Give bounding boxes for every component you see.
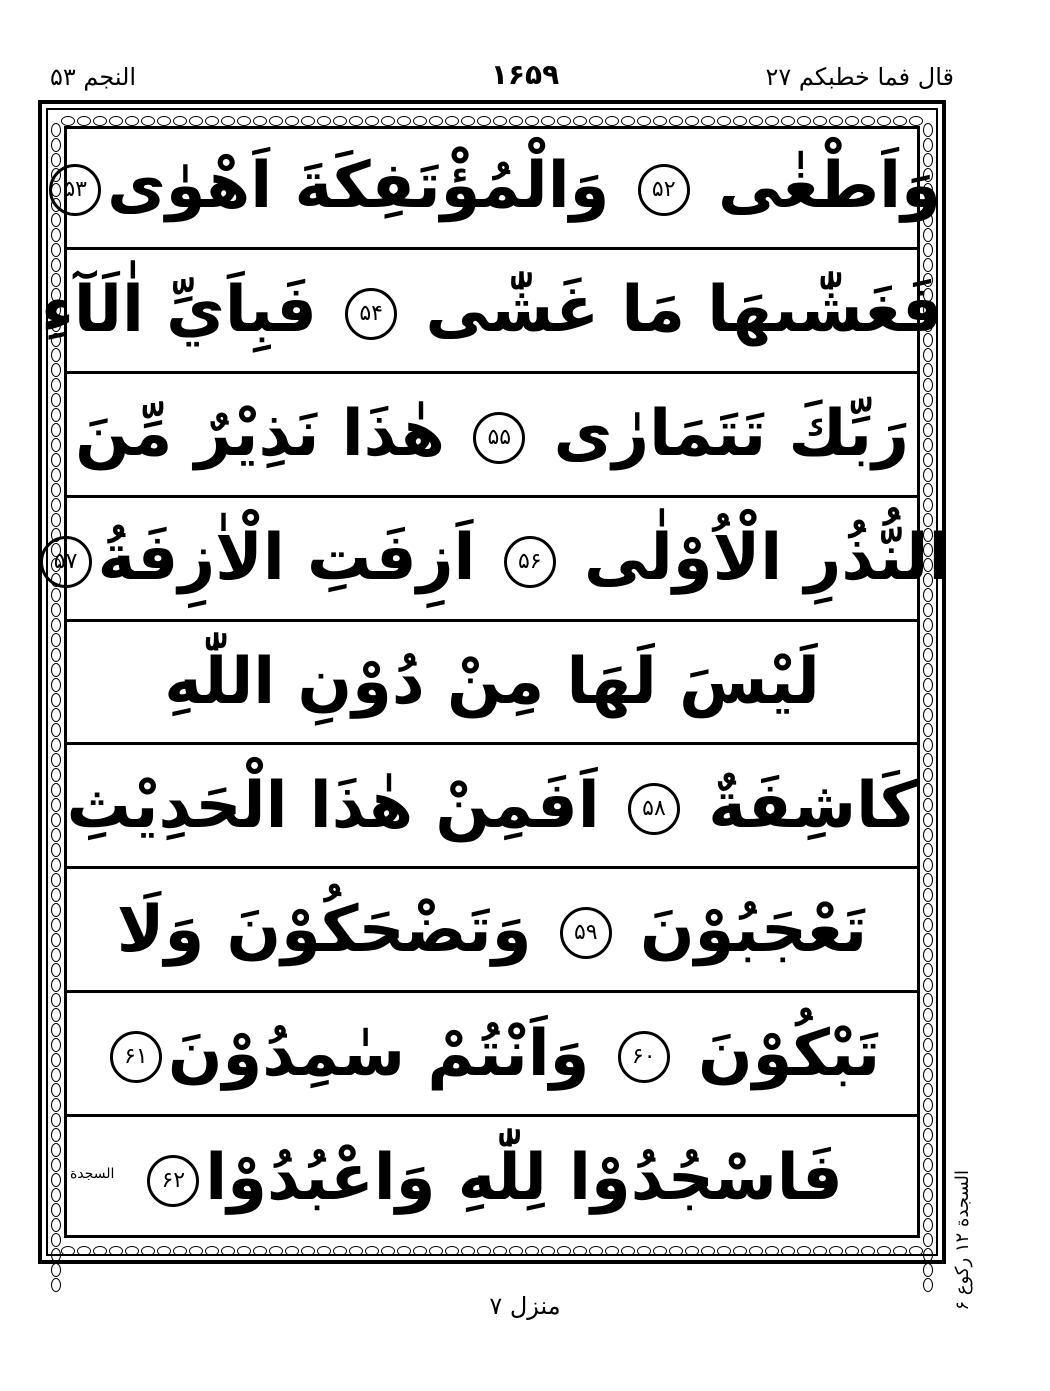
verse-segment: كَاشِفَةٌ: [685, 768, 918, 843]
verse-text: [34, 521, 951, 596]
verse-line: [64, 993, 920, 1117]
verse-text: [41, 273, 943, 348]
verse-segment: لَيْسَ لَهَا مِنْ دُوْنِ اللّٰهِ: [164, 645, 820, 719]
border-chain-bottom: [60, 1241, 924, 1255]
ayah-number: ۵۶: [504, 536, 556, 588]
verse-lines: [41, 126, 951, 1238]
verse-line: [64, 622, 920, 746]
verse-segment: فَاسْجُدُوْا لِلّٰهِ وَاعْبُدُوْا: [205, 1140, 843, 1215]
page-number: ۱۶۵۹: [490, 58, 560, 91]
margin-note: السجدة ۱۲ رکوع ۶: [952, 1170, 973, 1311]
verse-segment: النُّذُرِ الْاُوْلٰى: [561, 521, 951, 596]
verse-segment: هٰذَا نَذِيْرٌ مِّنَ: [75, 397, 468, 472]
verse-text: [43, 149, 941, 224]
surah-name-header: النجم ۵۳: [50, 63, 137, 91]
verse-line: [64, 374, 920, 498]
verse-segment: فَغَشّٰىهَا مَا غَشّٰى: [403, 273, 943, 348]
verse-segment: وَاَطْغٰى: [695, 149, 941, 224]
verse-line: [64, 1117, 920, 1238]
verse-segment: وَالْمُؤْتَفِكَةَ اَهْوٰى: [107, 149, 632, 224]
ayah-number: ۶۱: [110, 1031, 162, 1083]
verse-segment: اَزِفَتِ الْاٰزِفَةُ: [97, 521, 498, 596]
ayah-number: ۵۲: [638, 164, 690, 216]
verse-line: [53, 498, 951, 622]
verse-segment: تَعْجَبُوْنَ: [617, 892, 868, 967]
verse-segment: تَبْكُوْنَ: [675, 1016, 881, 1091]
ayah-number: ۵۸: [628, 783, 680, 835]
verse-text: [66, 768, 918, 843]
verse-segment: وَتَضْحَكُوْنَ وَلَا: [116, 892, 554, 967]
manzil-footer: منزل ۷: [489, 1292, 561, 1320]
ayah-number: ۶۲: [147, 1155, 199, 1207]
ayah-number: ۵۳: [49, 164, 101, 216]
verse-segment: وَاَنْتُمْ سٰمِدُوْنَ: [167, 1016, 612, 1091]
verse-text: [116, 892, 868, 967]
juz-name-header: قال فما خطبکم ۲۷: [765, 63, 954, 91]
verse-text: [164, 645, 820, 719]
verse-line: [64, 869, 920, 993]
verse-text: [141, 1140, 843, 1215]
verse-line: [64, 745, 920, 869]
ayah-number: ۶۰: [618, 1031, 670, 1083]
ayah-number: ۵۴: [345, 288, 397, 340]
verse-text: [104, 1016, 881, 1091]
verse-line: [63, 126, 941, 250]
ayah-number: ۵۹: [560, 907, 612, 959]
verse-segment: فَبِاَيِّ اٰلَآءِ: [41, 273, 340, 348]
ayah-number: ۵۷: [40, 536, 92, 588]
verse-segment: اَفَمِنْ هٰذَا الْحَدِيْثِ: [66, 768, 622, 843]
verse-line: [41, 250, 943, 374]
sajda-label: السجدة: [70, 1166, 115, 1182]
border-chain-top: [60, 111, 924, 125]
ayah-number: ۵۵: [473, 412, 525, 464]
verse-text: [75, 397, 909, 472]
verse-segment: رَبِّكَ تَتَمَارٰى: [531, 397, 909, 472]
